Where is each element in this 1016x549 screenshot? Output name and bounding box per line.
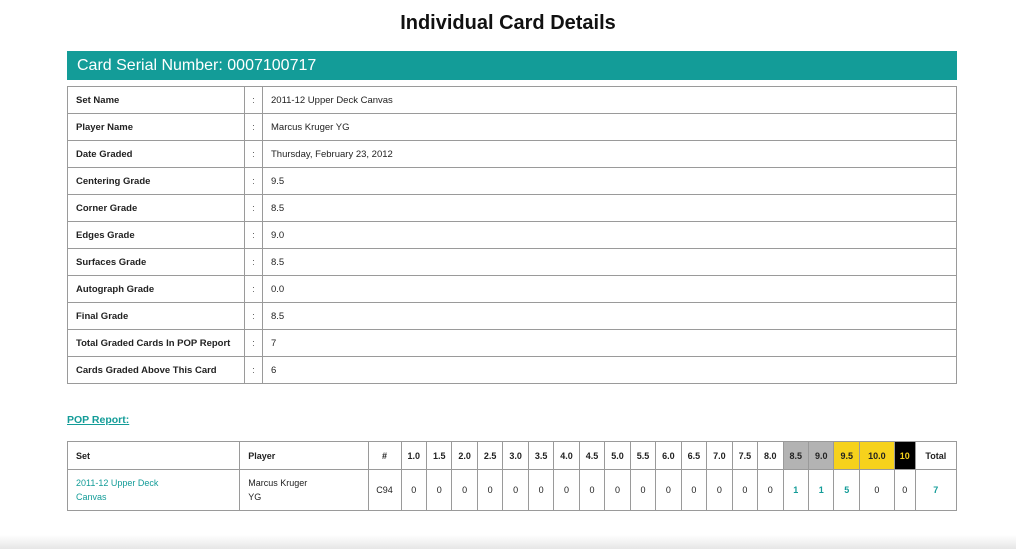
detail-row [68,249,957,276]
pop-count-cell: 0 [681,470,706,511]
detail-label: Cards Graded Above This Card [68,357,245,384]
detail-label: Autograph Grade [68,276,245,303]
pop-card-number: C94 [368,470,401,511]
pop-header-cell: 4.5 [579,442,604,470]
detail-label: Surfaces Grade [68,249,245,276]
detail-row [68,330,957,357]
detail-row [68,87,957,114]
detail-label: Total Graded Cards In POP Report [68,330,245,357]
detail-separator: : [245,195,263,222]
detail-row [68,357,957,384]
detail-row [68,276,957,303]
detail-value: 2011-12 Upper Deck Canvas [263,87,957,114]
pop-header-cell: 4.0 [554,442,579,470]
detail-row [68,195,957,222]
detail-label: Player Name [68,114,245,141]
pop-header-cell: # [368,442,401,470]
pop-header-cell: 5.0 [605,442,630,470]
detail-separator: : [245,87,263,114]
pop-header-cell: 8.0 [758,442,783,470]
detail-separator: : [245,276,263,303]
pop-count-cell: 0 [528,470,553,511]
pop-header-cell: 2.5 [477,442,502,470]
pop-count-cell: 0 [732,470,757,511]
pop-header-cell: 6.0 [656,442,681,470]
detail-row [68,114,957,141]
pop-header-row [68,442,957,470]
pop-header-cell: 5.5 [630,442,655,470]
pop-count-cell[interactable]: 5 [834,470,859,511]
pop-header-cell: Total [915,442,956,470]
detail-value: 7 [263,330,957,357]
bottom-fade [0,535,1016,549]
detail-separator: : [245,222,263,249]
pop-count-cell: 0 [477,470,502,511]
pop-count-cell[interactable]: 1 [809,470,834,511]
pop-count-cell: 0 [707,470,732,511]
pop-player-line1: Marcus Kruger [248,478,308,488]
table-row [68,470,957,511]
pop-header-cell: Set [68,442,240,470]
pop-header-cell: 10 [894,442,915,470]
pop-count-cell: 0 [758,470,783,511]
pop-header-cell: 7.5 [732,442,757,470]
detail-row [68,168,957,195]
pop-header-cell: 3.5 [528,442,553,470]
pop-count-cell: 0 [579,470,604,511]
detail-row [68,222,957,249]
pop-header-cell: 2.0 [452,442,477,470]
pop-set-line2[interactable]: Canvas [76,492,107,502]
pop-player-cell [240,470,368,511]
pop-header-cell: 1.0 [401,442,426,470]
detail-row [68,141,957,168]
pop-header-cell: 8.5 [783,442,808,470]
pop-count-cell: 0 [605,470,630,511]
detail-value: 8.5 [263,195,957,222]
serial-number-bar: Card Serial Number: 0007100717 [67,51,957,80]
pop-count-cell: 0 [452,470,477,511]
detail-value: 9.0 [263,222,957,249]
detail-label: Final Grade [68,303,245,330]
pop-count-cell: 0 [630,470,655,511]
pop-report-link[interactable]: POP Report: [67,414,130,426]
pop-header-cell: 7.0 [707,442,732,470]
detail-label: Date Graded [68,141,245,168]
detail-separator: : [245,330,263,357]
pop-header-cell: 9.5 [834,442,859,470]
detail-row [68,303,957,330]
pop-total-cell[interactable]: 7 [915,470,956,511]
pop-header-cell: 10.0 [859,442,894,470]
pop-header-cell: 9.0 [809,442,834,470]
pop-header-cell: 1.5 [426,442,451,470]
pop-header-cell: 3.0 [503,442,528,470]
detail-value: Thursday, February 23, 2012 [263,141,957,168]
detail-value: 6 [263,357,957,384]
detail-label: Corner Grade [68,195,245,222]
card-details-table [67,86,957,384]
pop-count-cell: 0 [894,470,915,511]
detail-separator: : [245,141,263,168]
detail-label: Centering Grade [68,168,245,195]
detail-label: Edges Grade [68,222,245,249]
page-title: Individual Card Details [400,12,616,34]
pop-set-link[interactable] [68,470,240,511]
detail-value: Marcus Kruger YG [263,114,957,141]
pop-count-cell: 0 [554,470,579,511]
pop-count-cell[interactable]: 1 [783,470,808,511]
detail-label: Set Name [68,87,245,114]
pop-player-line2: YG [248,492,262,502]
detail-separator: : [245,114,263,141]
pop-report-table [67,441,957,511]
detail-separator: : [245,249,263,276]
pop-header-cell: Player [240,442,368,470]
detail-value: 0.0 [263,276,957,303]
pop-header-cell: 6.5 [681,442,706,470]
detail-separator: : [245,168,263,195]
detail-value: 8.5 [263,249,957,276]
detail-value: 9.5 [263,168,957,195]
content-area [67,51,957,511]
pop-count-cell: 0 [503,470,528,511]
detail-separator: : [245,357,263,384]
pop-count-cell: 0 [656,470,681,511]
pop-count-cell: 0 [426,470,451,511]
pop-count-cell: 0 [401,470,426,511]
pop-set-line1[interactable]: 2011-12 Upper Deck [76,478,159,488]
pop-count-cell: 0 [859,470,894,511]
detail-value: 8.5 [263,303,957,330]
detail-separator: : [245,303,263,330]
